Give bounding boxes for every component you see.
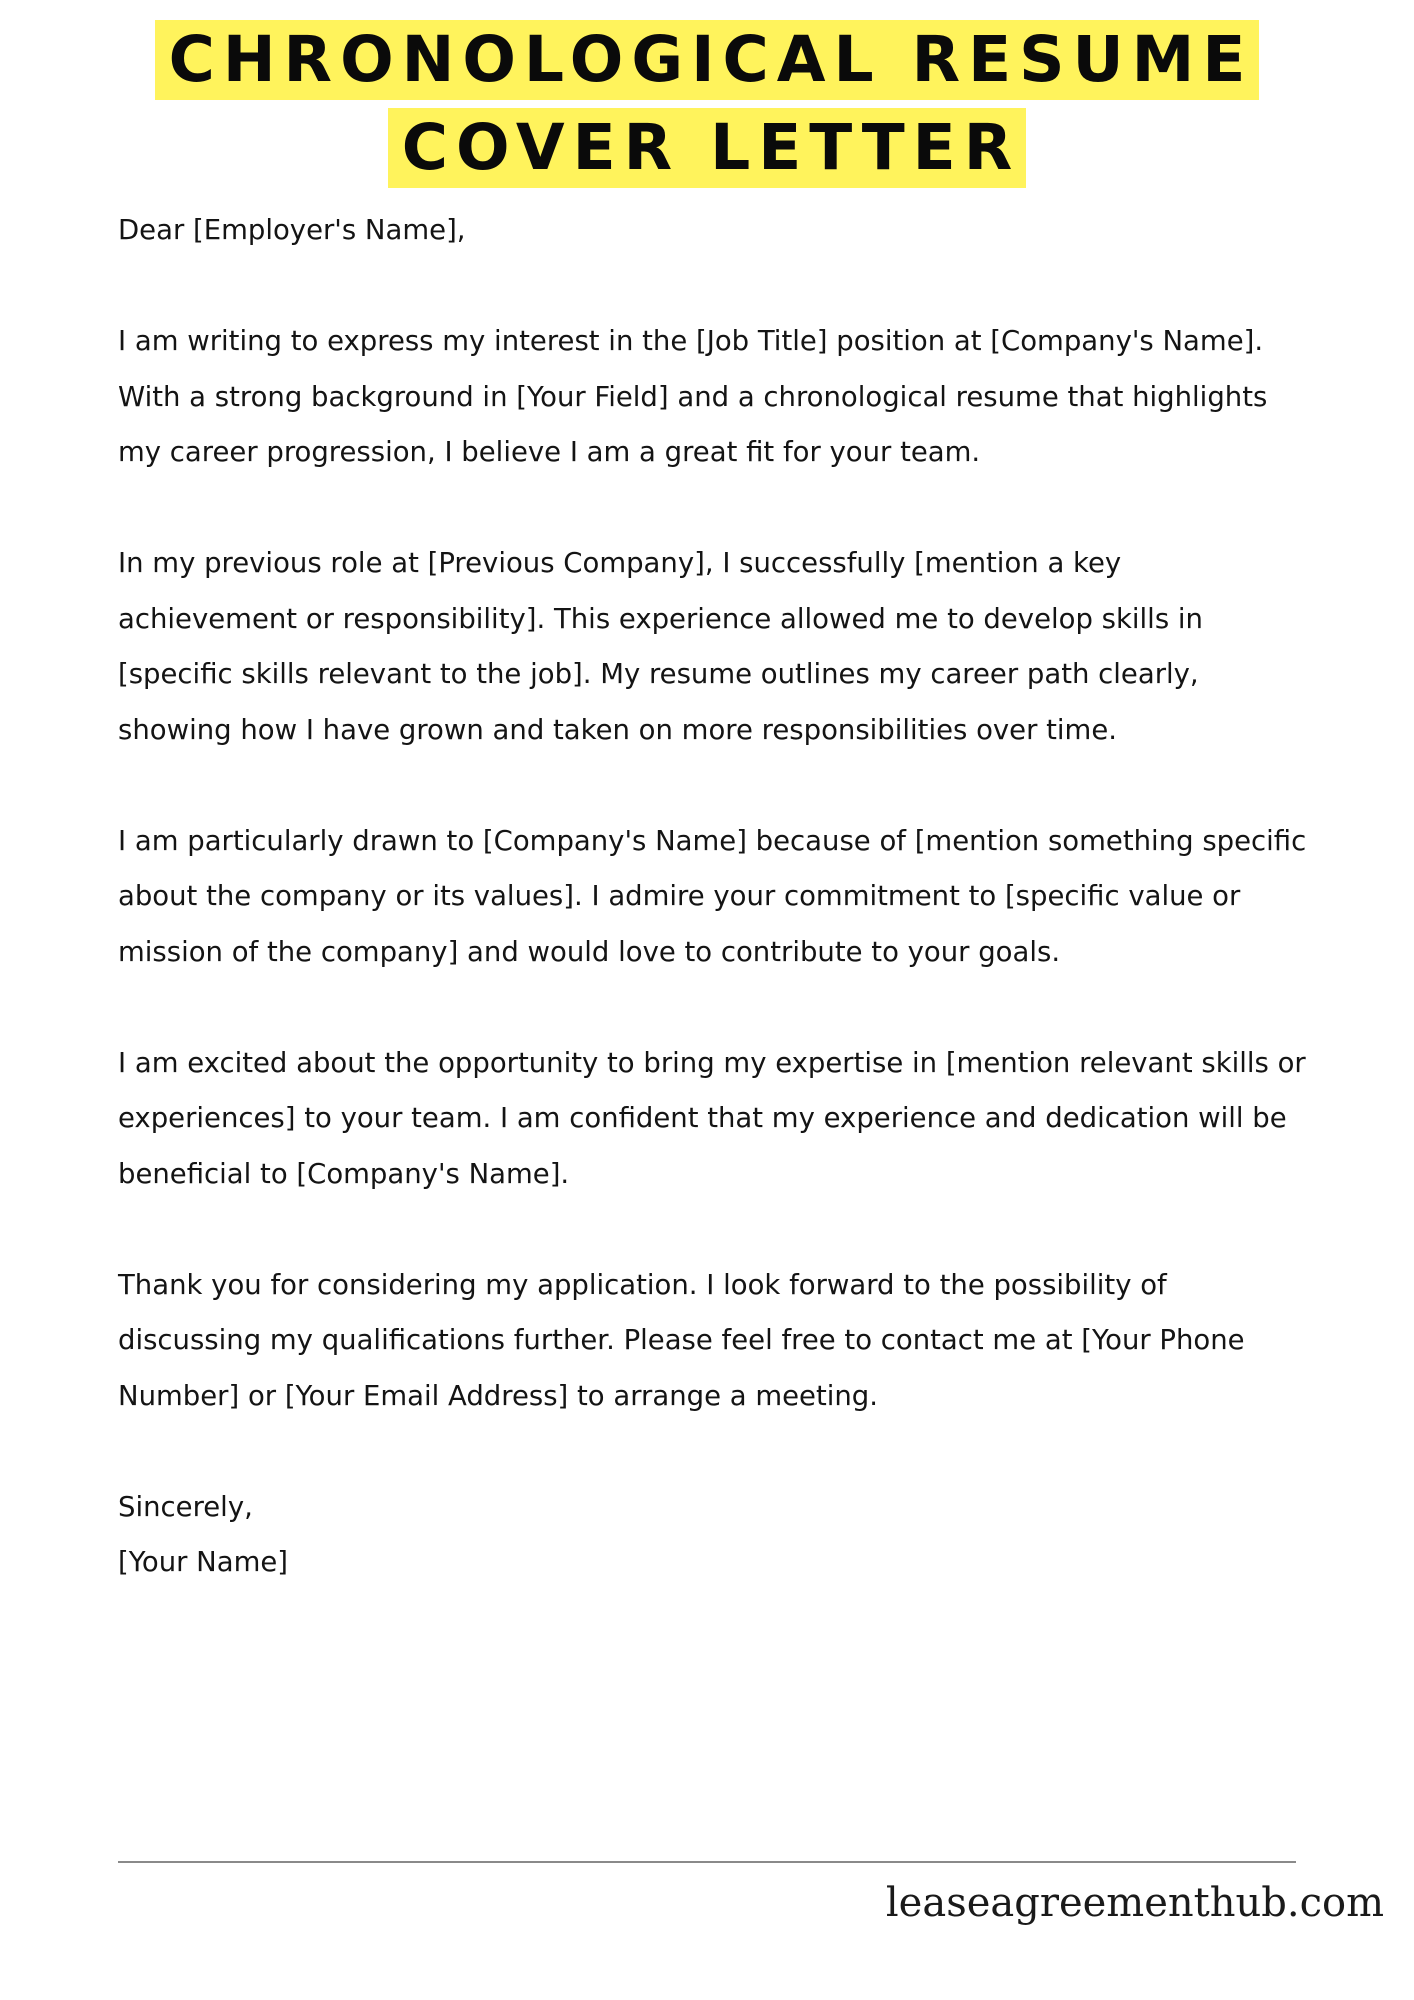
paragraph-expertise: I am excited about the opportunity to bring my expertise in [mention relevant skills or experiences] to your team. I am confident that my experience and dedication will be beneficial to [Company's Name]. [118, 1046, 1306, 1190]
signature: [Your Name] [118, 1546, 289, 1578]
footer-brand: leaseagreementhub.com [885, 1880, 1384, 1926]
paragraph-thanks: Thank you for considering my application. I look forward to the possibility of discussing my qualifications further. Please feel free to contact me at [Your Phone Number] or [Your Email Address] to arrange a meeting. [118, 1268, 1245, 1412]
paragraph-company-interest: I am particularly drawn to [Company's Name] because of [mention something specific about the company or its values]. I admire your commitment to [specific value or mission of the company] and would love to contribute to your goals. [118, 824, 1307, 968]
closing: Sincerely, [118, 1490, 253, 1523]
title-line-2: COVER LETTER [388, 108, 1026, 188]
footer-divider [118, 1861, 1296, 1863]
salutation: Dear [Employer's Name], [118, 214, 466, 246]
paragraph-experience: In my previous role at [Previous Company], I successfully [mention a key achievement or responsibility]. This experience allowed me to develop skills in [specific skills relevant to the job]. My resume outlines my career path clearly, showing how I have grown and taken on more responsibilities over time. [118, 547, 1203, 746]
title-block [0, 20, 1414, 188]
paragraph-intro: I am writing to express my interest in the [Job Title] position at [Company's Name]. With a strong background in [Your Field] and a chronological resume that highlights my career progression, I believe I am a great fit for your team. [118, 325, 1268, 468]
letter-body [118, 203, 1308, 1591]
title-line-1: CHRONOLOGICAL RESUME [155, 20, 1260, 100]
